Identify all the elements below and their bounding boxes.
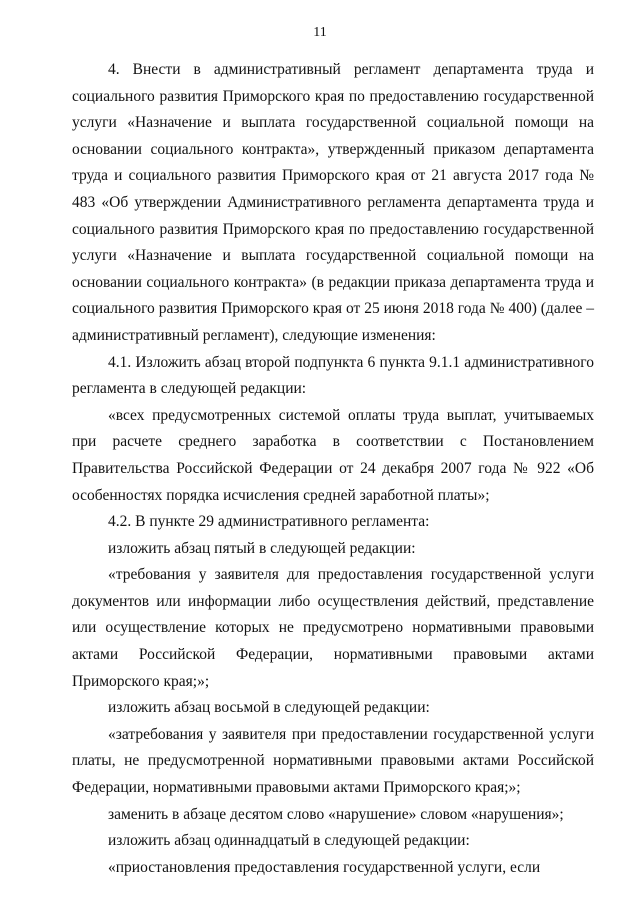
paragraph-item-4: 4. Внести в административный регламент департамента труда и социального развития Приморского края по предоставлению государственной услуги «Назначение и выплата государственной социальной помощи на основании социального контракта», утвержденный приказом департамента труда и социального развития Приморского края от 21 августа 2017 года № 483 «Об утверждении Административного регламента департамента труда и социального развития Приморского края по предоставлению государственной услуги «Назначение и выплата государственной социальной помощи на основании социального контракта» (в редакции приказа департамента труда и социального развития Приморского края от 25 июня 2018 года № 400) (далее – административный регламент), следующие изменения: (72, 61, 594, 344)
page-number: 11 (313, 25, 327, 40)
paragraph-item-4-1: 4.1. Изложить абзац второй подпункта 6 пункта 9.1.1 административного регламента в следующей редакции: (72, 353, 594, 398)
paragraph-instruction-eleventh: изложить абзац одиннадцатый в следующей редакции: (108, 832, 470, 850)
paragraph-instruction-eighth: изложить абзац восьмой в следующей редакции: (108, 699, 430, 717)
paragraph-quote-payment: «затребования у заявителя при предоставлении государственной услуги платы, не предусмотренной нормативными правовыми актами Российской Федерации, нормативными правовыми актами Приморского края;»; (72, 725, 594, 797)
paragraph-item-4-2: 4.2. В пункте 29 административного регламента: (108, 513, 430, 531)
paragraph-instruction-tenth: заменить в абзаце десятом слово «нарушение» словом «нарушения»; (108, 805, 564, 823)
paragraph-quote-suspension: «приостановления предоставления государственной услуги, если (108, 858, 541, 876)
paragraph-quote-documents: «требования у заявителя для предоставления государственной услуги документов или информации либо осуществления действий, представление или осуществление которых не предусмотрено нормативными правовыми актами Российской Федерации, нормативными правовыми актами Приморского края;»; (72, 566, 594, 690)
paragraph-quote-salary: «всех предусмотренных системой оплаты труда выплат, учитываемых при расчете среднего заработка в соответствии с Постановлением Правительства Российской Федерации от 24 декабря 2007 года № 922 «Об особенностях порядка исчисления средней заработной платы»; (72, 406, 594, 504)
paragraph-instruction-fifth: изложить абзац пятый в следующей редакции: (108, 539, 416, 557)
document-body (72, 57, 594, 881)
